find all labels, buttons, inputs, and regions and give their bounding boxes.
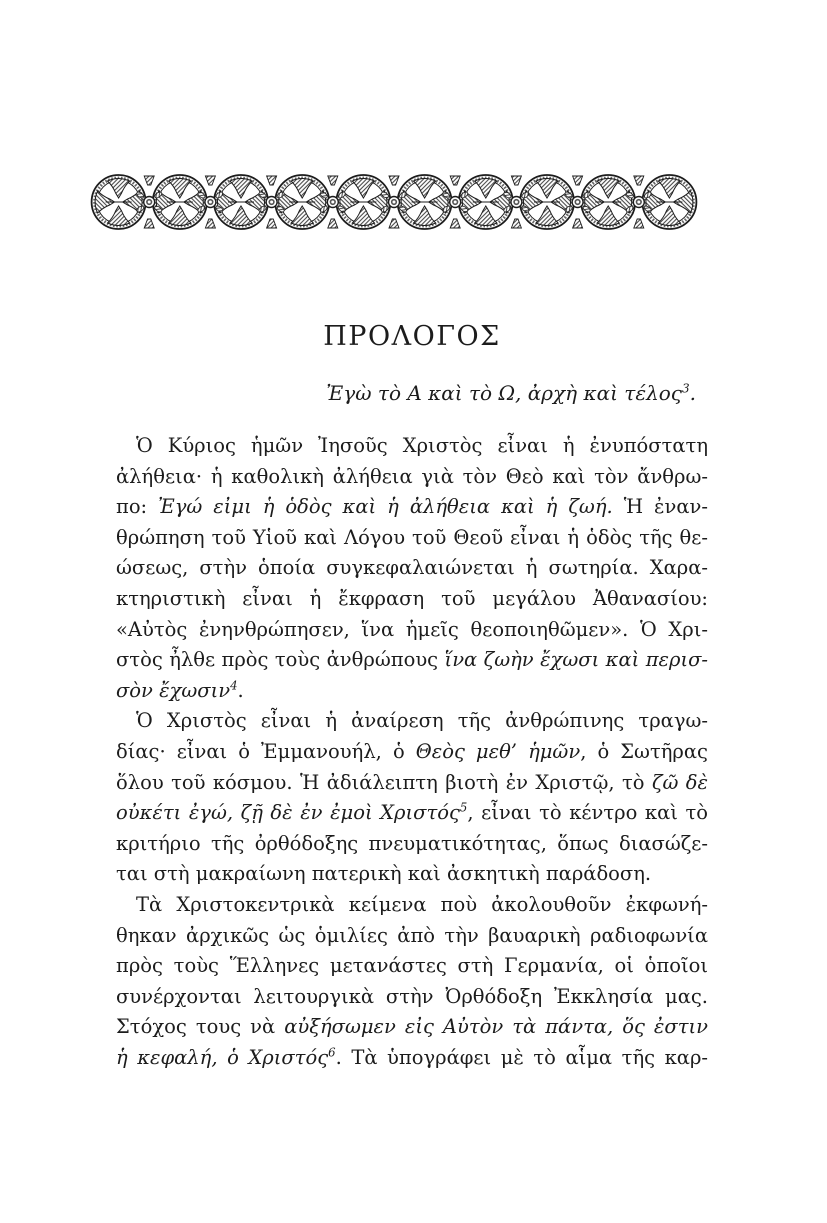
text-segment: Ὁ Κύριος ἡμῶν Ἰησοῦς Χριστὸς εἶναι ἡ ἐνυπόστατη <box>136 434 708 457</box>
text-segment: . <box>689 381 696 405</box>
text-line <box>116 982 708 1013</box>
text-line <box>116 737 708 768</box>
text-segment: ἀλήθεια· ἡ καθολικὴ ἀλήθεια γιὰ τὸν Θεὸ καὶ τὸν ἄνθρω- <box>116 464 708 488</box>
text-segment: , ὁ Σωτῆρας <box>580 739 708 763</box>
text-segment: Ὁ Χριστὸς εἶναι ἡ ἀναίρεση τῆς ἀνθρώπινης τραγω- <box>136 709 708 733</box>
text-line <box>116 462 708 493</box>
text-line <box>116 859 708 890</box>
footnote-ref: 3 <box>682 381 690 396</box>
epigraph <box>116 380 708 406</box>
text-segment: ἵνα ζωὴν ἔχωσι καὶ περισ- <box>444 648 709 672</box>
text-line <box>116 890 708 921</box>
text-segment: Στόχος τους νὰ <box>116 1015 285 1039</box>
text-segment: . <box>237 678 244 702</box>
text-segment: θρώπηση τοῦ Υἱοῦ καὶ Λόγου τοῦ Θεοῦ εἶναι ἡ ὁδὸς τῆς θε- <box>116 525 708 549</box>
text-line <box>116 951 708 982</box>
text-segment: στὸς ἦλθε πρὸς τοὺς ἀνθρώπους <box>116 648 445 672</box>
text-segment: . Τὰ ὑπογράφει μὲ τὸ αἷμα τῆς καρ- <box>335 1045 708 1069</box>
ornament-band <box>88 172 700 232</box>
text-line <box>116 615 708 646</box>
footnote-ref: 6 <box>328 1045 336 1060</box>
text-line <box>116 645 708 676</box>
text-line <box>116 1012 708 1043</box>
text-line <box>116 523 708 554</box>
text-segment: πρὸς τοὺς Ἕλληνες μετανάστες στὴ Γερμανία, οἱ ὁποῖοι <box>116 954 708 978</box>
text-segment: ται στὴ μακραίωνη πατερικὴ καὶ ἀσκητικὴ παράδοση. <box>116 862 652 886</box>
text-segment: ώσεως, στὴν ὁποία συγκεφαλαιώνεται ἡ σωτηρία. Χαρα- <box>116 556 708 580</box>
text-segment: ἡ κεφαλή, ὁ Χριστός <box>116 1045 329 1069</box>
text-segment: ζῶ δὲ <box>651 770 709 794</box>
cross-medallion-band-icon <box>88 172 700 232</box>
text-segment: Ἐγὼ τὸ Α καὶ τὸ Ω, ἀρχὴ καὶ τέλος <box>326 381 682 405</box>
text-segment: οὐκέτι ἐγώ, ζῇ δὲ ἐν ἐμοὶ Χριστός <box>116 801 460 825</box>
text-line <box>116 676 708 707</box>
text-line <box>116 584 708 615</box>
footnote-ref: 4 <box>230 678 238 693</box>
text-segment: Τὰ Χριστοκεντρικὰ κείμενα ποὺ ἀκολουθοῦν ἐκφωνή- <box>136 892 708 916</box>
text-segment: κτηριστικὴ εἶναι ἡ ἔκφραση τοῦ μεγάλου Ἀθανασίου: <box>116 586 708 610</box>
text-line <box>116 798 708 829</box>
text-segment: Ἐγώ εἰμι ἡ ὁδὸς καὶ ἡ ἀλήθεια καὶ ἡ ζωή. <box>158 495 613 519</box>
text-line <box>116 706 708 737</box>
text-line <box>116 921 708 952</box>
text-line <box>116 829 708 860</box>
text-segment: πο: <box>116 495 159 519</box>
text-line <box>116 431 708 462</box>
text-line <box>116 1043 708 1074</box>
text-segment: , εἶναι τὸ κέντρο καὶ τὸ <box>467 801 708 825</box>
text-segment: δίας· εἶναι ὁ Ἐμμανουήλ, ὁ <box>116 739 416 763</box>
text-segment: Ἡ ἐναν- <box>612 495 708 519</box>
text-segment: Θεὸς μεθ’ ἡμῶν <box>415 739 581 763</box>
text-segment: ὅλου τοῦ κόσμου. Ἡ ἀδιάλειπτη βιοτὴ ἐν Χριστῷ, τὸ <box>116 770 652 794</box>
text-segment: σὸν ἔχωσιν <box>116 678 231 702</box>
text-segment: αὐξήσωμεν εἰς Αὐτὸν τὰ πάντα, ὅς ἐστιν <box>284 1015 708 1039</box>
text-line <box>116 768 708 799</box>
text-line <box>116 492 708 523</box>
text-segment: συνέρχονται λειτουργικὰ στὴν Ὀρθόδοξη Ἐκκλησία μας. <box>116 984 708 1008</box>
text-line <box>116 553 708 584</box>
text-segment: θηκαν ἀρχικῶς ὡς ὁμιλίες ἀπὸ τὴν βαυαρικὴ ραδιοφωνία <box>116 923 708 947</box>
text-segment: «Αὐτὸς ἐνηνθρώπησεν, ἵνα ἡμεῖς θεοποιηθῶμεν». Ὁ Χρι- <box>116 617 708 641</box>
footnote-ref: 5 <box>459 800 468 815</box>
body-text <box>116 431 708 1073</box>
page-title: ΠΡΟΛΟΓΟΣ <box>323 321 501 352</box>
text-segment: κριτήριο τῆς ὀρθόδοξης πνευματικότητας, ὅπως διασώζε- <box>116 831 708 855</box>
